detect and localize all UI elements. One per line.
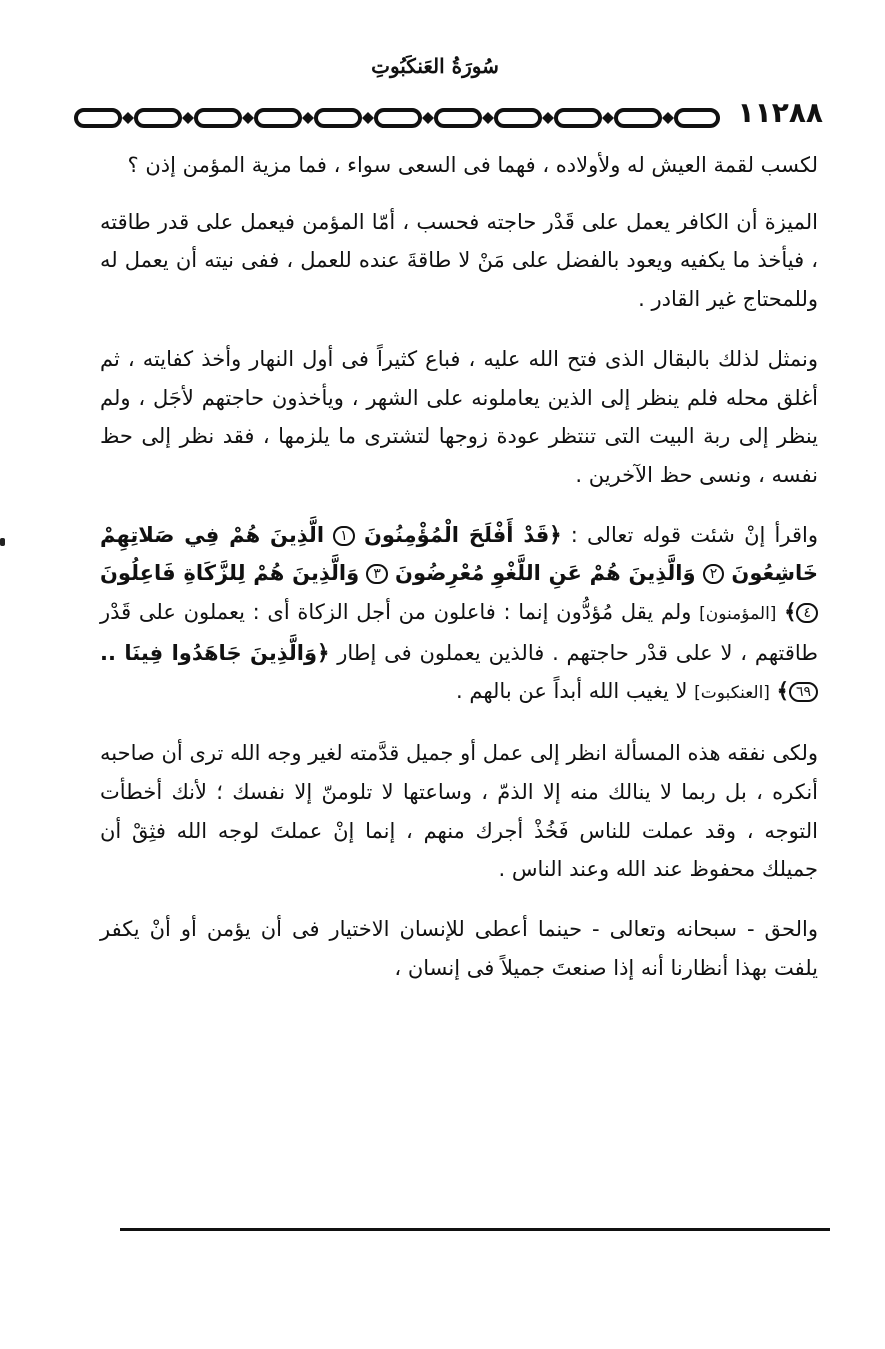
commentary-text: ولم يقل مُؤدُّون إنما : فاعلون من أجل الزكاة أى : يعملون على قَدْر طاقتهم ، لا على قدْر حاجتهم . فالذين يعملون فى إطار xyxy=(100,600,819,665)
paragraph-1: لكسب لقمة العيش له ولأولاده ، فهما فى السعى سواء ، فما مزية المؤمن إذن ؟ xyxy=(127,153,818,177)
paragraph-6: والحق - سبحانه وتعالى - حينما أعطى للإنسان الاختيار فى أن يؤمن أو أنْ يكفر يلفت بهذا أنظارنا أنه إذا صنعتَ جميلاً فى إنسان ، xyxy=(100,916,818,980)
surah-title: سُورَةُ العَنكَبُوتِ xyxy=(371,54,499,78)
quran-verse-5: وَالَّذِينَ جَاهَدُوا فِينَا .. xyxy=(100,640,318,665)
paragraph-3: ونمثل لذلك بالبقال الذى فتح الله عليه ، فباع كثيراً فى أول النهار وأخذ كفايته ، ثم أغلق محله فلم ينظر إلى الذين يعاملونه على الشهر ، ويأخذون حاجتهم لأجَل ، ولم ينظر إلى ربة البيت التى تنتظر عودة زوجها لتشترى ما يلزمها ، فقد نظر إلى حظ نفسه ، ونسى حظ الآخرين . xyxy=(100,346,818,487)
paragraph-2: الميزة أن الكافر يعمل على قَدْر حاجته فحسب ، أمّا المؤمن فيعمل على قدر طاقته ، فيأخذ ما يكفيه ويعود بالفضل على مَنْ لا طاقةَ عنده للعمل ، ففى نيته أن يعمل له وللمحتاج غير القادر . xyxy=(100,209,818,312)
page-number: ١١٢٨٨ xyxy=(734,96,827,129)
quran-verse-4: وَالَّذِينَ هُمْ لِلزَّكَاةِ فَاعِلُونَ xyxy=(100,561,360,586)
ayah-number: ٦٩ xyxy=(789,682,818,702)
quran-open-bracket: ﴿ xyxy=(549,522,562,547)
quran-close-bracket: ﴾ xyxy=(776,679,789,704)
ayah-number: ٣ xyxy=(366,564,388,584)
decorative-chain-border xyxy=(72,104,722,132)
paragraph-4 xyxy=(100,516,818,714)
ayah-number: ١ xyxy=(333,526,355,546)
ayah-number: ٤ xyxy=(796,603,818,623)
commentary-ending: لا يغيب الله أبداً عن بالهم . xyxy=(456,679,688,704)
surah-reference: [المؤمنون] xyxy=(699,604,777,625)
paragraph-5: ولكى نفقه هذه المسألة انظر إلى عمل أو جميل قدَّمته لغير وجه الله ترى أن صاحبه أنكره ، بل ربما لا ينالك منه إلا الذمّ ، وساعتها لا تلومنّ إلا نفسك ؛ لأنك أخطأت التوجه ، وقد عملت للناس فَخُذْ أجرك منهم ، إنما إنْ عملتَ لوجه الله فثِقْ أن جميلك محفوظ عند الله وعند الناس . xyxy=(100,741,818,882)
quran-verse-1: قَدْ أَفْلَحَ الْمُؤْمِنُونَ xyxy=(364,522,550,547)
body-text xyxy=(100,146,818,1008)
quran-verse-3: وَالَّذِينَ هُمْ عَنِ اللَّغْوِ مُعْرِضُونَ xyxy=(395,561,696,586)
ayah-number: ٢ xyxy=(703,564,725,584)
footer-rule xyxy=(120,1228,830,1231)
quran-verse-2: الَّذِينَ هُمْ فِي صَلاتِهِمْ خَاشِعُونَ xyxy=(100,522,819,586)
quran-open-bracket: ﴿ xyxy=(317,640,330,665)
quran-close-bracket: ﴾ xyxy=(784,600,797,625)
surah-reference: [العنكبوت] xyxy=(694,683,770,704)
quote-intro: واقرأ إنْ شئت قوله تعالى : xyxy=(570,522,818,547)
scan-edge-mark xyxy=(0,538,5,546)
